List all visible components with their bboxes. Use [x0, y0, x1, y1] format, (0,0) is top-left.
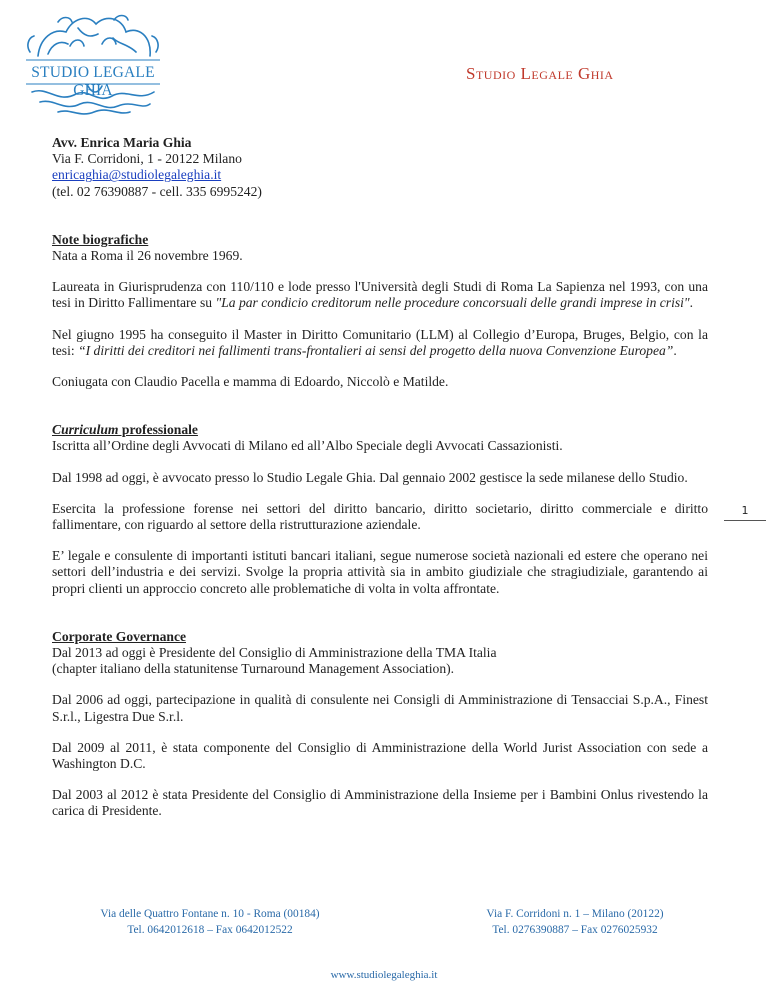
lawyer-name: Avv. Enrica Maria Ghia	[52, 135, 192, 150]
footer-left-address: Via delle Quattro Fontane n. 10 - Roma (00184)	[100, 908, 320, 920]
curriculum-heading: Curriculum professionale	[52, 422, 198, 438]
degree-thesis-title: "La par condicio creditorum nelle procedure concorsuali delle grandi imprese in crisi"	[215, 295, 690, 311]
governance-p2: Dal 2006 ad oggi, partecipazione in qualità di consulente nei Consigli di Amministrazione di Tensacciai S.p.A., Finest S.r.l., Ligestra Due S.r.l.	[52, 692, 708, 724]
firm-logo	[18, 8, 168, 120]
bio-heading-block	[52, 232, 708, 264]
governance-line2: (chapter italiano della statunitense Turnaround Management Association).	[52, 661, 455, 677]
footer-milan-office	[455, 906, 695, 938]
governance-heading-block	[52, 629, 708, 678]
bio-degree: Laureata in Giurisprudenza con 110/110 e lode presso l'Università degli Studi di Roma La Sapienza nel 1993, con una tesi in Diritto Fallimentare su "La par condicio creditorum nelle procedure concorsuali delle grandi imprese in crisi".	[52, 279, 708, 311]
document-body	[52, 135, 708, 835]
governance-p3: Dal 2009 al 2011, è stata componente del Consiglio di Amministrazione della World Jurist Association con sede a Washington D.C.	[52, 739, 708, 772]
footer-website[interactable]: www.studiolegaleghia.it	[330, 969, 438, 981]
curriculum-heading-block	[52, 422, 708, 454]
master-thesis-title: “I diritti dei creditori nei fallimenti trans-frontalieri ai sensi del progetto della nuova Convenzione Europea”	[78, 342, 674, 358]
footer-rome-office	[75, 906, 345, 938]
bio-family: Coniugata con Claudio Pacella e mamma di Edoardo, Niccolò e Matilde.	[52, 374, 449, 390]
footer-right-address: Via F. Corridoni n. 1 – Milano (20122)	[486, 908, 664, 920]
bio-heading: Note biografiche	[52, 231, 149, 247]
footer-left-phone: Tel. 0642012618 – Fax 0642012522	[127, 924, 293, 936]
footer-right-phone: Tel. 0276390887 – Fax 0276025932	[492, 924, 658, 936]
governance-heading: Corporate Governance	[52, 628, 187, 644]
page-number-rule	[724, 520, 766, 521]
curriculum-p4: E’ legale e consulente di importanti istituti bancari italiani, segue numerose società nazionali ed estere che operano nei settori dell’industria e dei servizi. Svolge la propria attività sia in ambito giudiziale che stragiudiziale, garantendo ai propri clienti un approccio concreto alle problematiche di volta in volta affrontate.	[52, 548, 708, 596]
curriculum-p3: Esercita la professione forense nei settori del diritto bancario, diritto societario, diritto commerciale e diritto fallimentare, con riguardo al settore della ristrutturazione aziendale.	[52, 500, 708, 533]
page-number: 1	[741, 504, 749, 517]
contact-block	[52, 135, 708, 200]
bio-birth: Nata a Roma il 26 novembre 1969.	[52, 248, 243, 264]
email-link[interactable]: enricaghia@studiolegaleghia.it	[52, 167, 222, 183]
contact-phone: (tel. 02 76390887 - cell. 335 6995242)	[52, 183, 262, 199]
contact-address: Via F. Corridoni, 1 - 20122 Milano	[52, 151, 242, 167]
logo-text: STUDIO LEGALE GHIA	[31, 64, 155, 99]
firm-title: Studio Legale Ghia	[466, 64, 614, 83]
governance-p4: Dal 2003 al 2012 è stata Presidente del Consiglio di Amministrazione della Insieme per i Bambini Onlus rivestendo la carica di Presidente.	[52, 787, 708, 819]
governance-line1: Dal 2013 ad oggi è Presidente del Consiglio di Amministrazione della TMA Italia	[52, 645, 497, 661]
curriculum-p2: Dal 1998 ad oggi, è avvocato presso lo Studio Legale Ghia. Dal gennaio 2002 gestisce la sede milanese dello Studio.	[52, 469, 688, 485]
bio-master: Nel giugno 1995 ha conseguito il Master in Diritto Comunitario (LLM) al Collegio d’Europa, Bruges, Belgio, con la tesi: “I diritti dei creditori nei fallimenti trans-frontalieri ai sensi del progetto della nuova Convenzione Europea”.	[52, 326, 708, 358]
curriculum-p1: Iscritta all’Ordine degli Avvocati di Milano ed all’Albo Speciale degli Avvocati Cassazionisti.	[52, 438, 563, 454]
